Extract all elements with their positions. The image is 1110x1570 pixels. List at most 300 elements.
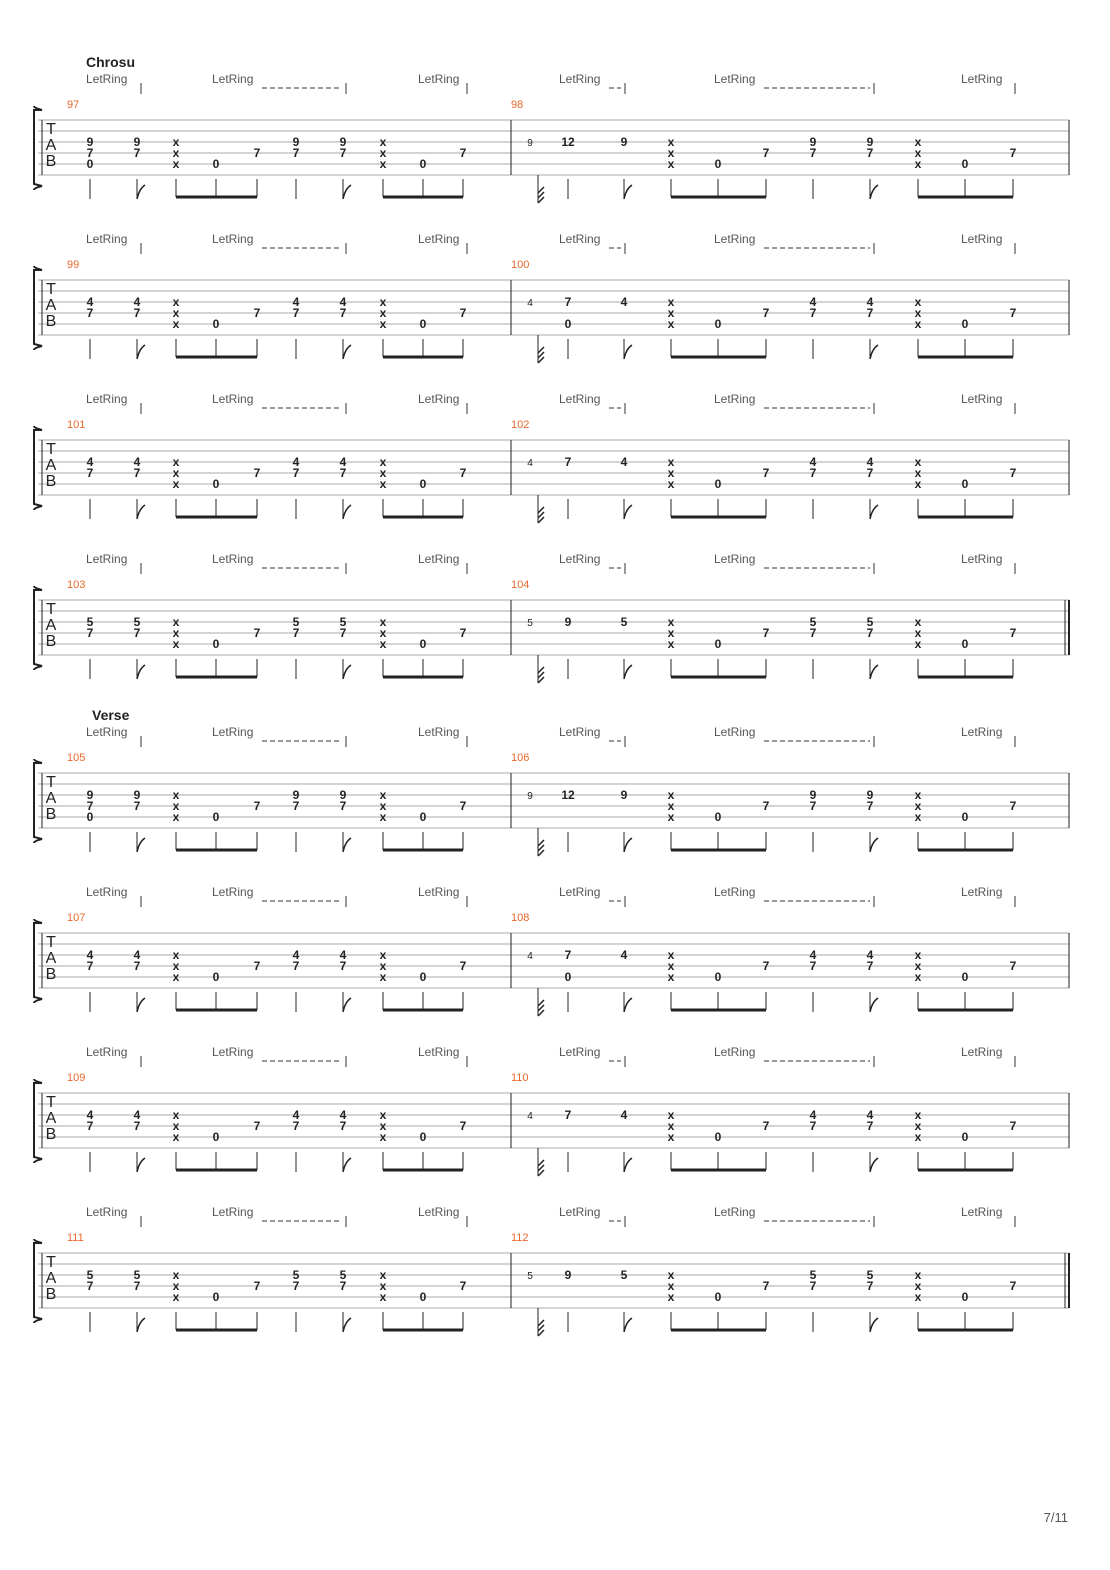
fret-number: 7 — [809, 799, 817, 813]
tab-clef-letter: T — [46, 1254, 56, 1271]
fret-number: 0 — [212, 810, 220, 824]
fret-number: 7 — [866, 466, 874, 480]
let-ring-indicator — [961, 1205, 1015, 1227]
muted-note: x — [667, 146, 675, 160]
let-ring-label: LetRing — [714, 1045, 756, 1059]
let-ring-label: LetRing — [961, 552, 1003, 566]
let-ring-label: LetRing — [559, 392, 601, 406]
let-ring-indicator — [212, 1205, 346, 1227]
let-ring-indicator — [714, 885, 874, 907]
let-ring-label: LetRing — [86, 1045, 128, 1059]
fret-number: 7 — [866, 799, 874, 813]
muted-note: x — [172, 970, 180, 984]
fret-number: 5 — [292, 1268, 300, 1282]
muted-note: x — [172, 466, 180, 480]
fret-number: 9 — [339, 788, 347, 802]
note-column — [763, 306, 770, 357]
fret-number: 7 — [459, 626, 467, 640]
fret-number: 4 — [620, 1108, 628, 1122]
note-column — [668, 615, 675, 677]
let-ring-label: LetRing — [418, 885, 460, 899]
fret-number: 0 — [419, 157, 427, 171]
eighth-flag — [343, 185, 351, 199]
fret-number: 7 — [292, 1119, 300, 1133]
fret-number: 7 — [133, 306, 141, 320]
note-column — [173, 1268, 180, 1330]
muted-note: x — [914, 615, 922, 629]
let-ring-indicator — [714, 1045, 874, 1067]
muted-note: x — [379, 810, 387, 824]
let-ring-indicator — [418, 725, 467, 747]
tab-system — [34, 54, 1069, 203]
muted-note: x — [667, 948, 675, 962]
tab-clef-letter: B — [45, 153, 57, 170]
let-ring-label: LetRing — [86, 1205, 128, 1219]
fret-number: 0 — [419, 1290, 427, 1304]
fret-number: 7 — [339, 146, 347, 160]
let-ring-indicator — [714, 232, 874, 254]
let-ring-label: LetRing — [86, 232, 128, 246]
eighth-flag — [624, 1158, 632, 1172]
note-column — [527, 455, 571, 519]
fret-number: 4 — [339, 948, 347, 962]
let-ring-indicator — [418, 552, 467, 574]
note-column — [340, 1108, 351, 1172]
note-column — [867, 1268, 878, 1332]
muted-note: x — [172, 306, 180, 320]
muted-note: x — [914, 1130, 922, 1144]
measure-number: 103 — [67, 579, 86, 591]
tab-clef-letter: A — [45, 617, 57, 634]
let-ring-indicator — [559, 392, 625, 414]
tab-clef-letter: T — [46, 774, 56, 791]
system-bracket — [34, 919, 42, 1003]
note-column — [915, 615, 922, 677]
note-column — [254, 959, 261, 1010]
note-column — [715, 1290, 722, 1330]
muted-note: x — [172, 637, 180, 651]
fret-number: 7 — [339, 799, 347, 813]
muted-note: x — [667, 295, 675, 309]
eighth-flag — [624, 998, 632, 1012]
let-ring-label: LetRing — [86, 392, 128, 406]
muted-note: x — [667, 455, 675, 469]
system-bracket — [34, 266, 42, 350]
note-column — [1010, 959, 1017, 1010]
note-column — [293, 1268, 300, 1332]
fret-number: 5 — [809, 1268, 817, 1282]
tab-clef-letter: A — [45, 1270, 57, 1287]
let-ring-indicator — [212, 725, 346, 747]
fret-number: 7 — [339, 1119, 347, 1133]
measure-number: 110 — [511, 1072, 529, 1084]
let-ring-label: LetRing — [418, 725, 460, 739]
note-column — [527, 615, 571, 679]
measure-number: 105 — [67, 752, 86, 764]
note-column — [173, 135, 180, 197]
eighth-flag — [870, 505, 878, 519]
fret-number: 7 — [1009, 626, 1017, 640]
let-ring-indicator — [961, 1045, 1015, 1067]
eighth-flag — [624, 185, 632, 199]
fret-number: 7 — [866, 1119, 874, 1133]
note-column — [962, 317, 969, 357]
fret-number: 4 — [292, 455, 300, 469]
fret-number: 4 — [620, 948, 628, 962]
tab-clef-letter: T — [46, 281, 56, 298]
note-column — [134, 295, 145, 359]
note-column — [460, 146, 467, 197]
tab-clef-letter: A — [45, 137, 57, 154]
fret-number: 0 — [212, 1290, 220, 1304]
fret-number: 4 — [866, 1108, 874, 1122]
note-column — [962, 1130, 969, 1170]
eighth-flag — [343, 1318, 351, 1332]
note-column — [380, 455, 387, 517]
measure-number: 104 — [511, 579, 530, 591]
tab-system — [34, 552, 1069, 683]
muted-note: x — [172, 477, 180, 491]
let-ring-label: LetRing — [961, 232, 1003, 246]
note-column — [962, 637, 969, 677]
let-ring-indicator — [212, 885, 346, 907]
note-column — [621, 1268, 632, 1332]
fret-number: 9 — [133, 135, 141, 149]
muted-note: x — [667, 799, 675, 813]
tab-system — [34, 707, 1069, 856]
note-column — [810, 295, 817, 359]
fret-number: 9 — [86, 788, 94, 802]
muted-note: x — [914, 810, 922, 824]
muted-note: x — [172, 295, 180, 309]
fret-number: 0 — [714, 637, 722, 651]
note-column — [460, 1119, 467, 1170]
muted-note: x — [172, 157, 180, 171]
note-column — [810, 135, 817, 199]
tab-system — [34, 232, 1069, 363]
note-column — [668, 1108, 675, 1170]
fret-number: 7 — [86, 799, 94, 813]
muted-note: x — [172, 1119, 180, 1133]
fret-number: 5 — [809, 615, 817, 629]
let-ring-label: LetRing — [86, 72, 128, 86]
fret-number: 4 — [292, 1108, 300, 1122]
tab-clef-letter: A — [45, 457, 57, 474]
eighth-flag — [870, 1318, 878, 1332]
eighth-flag — [343, 838, 351, 852]
fret-number: 5 — [866, 615, 874, 629]
fret-number: 7 — [762, 146, 770, 160]
note-column — [668, 788, 675, 850]
note-column — [213, 637, 220, 677]
muted-note: x — [379, 455, 387, 469]
eighth-flag — [870, 998, 878, 1012]
fret-number: 0 — [86, 157, 94, 171]
muted-note: x — [914, 959, 922, 973]
fret-number: 7 — [339, 466, 347, 480]
fret-number: 7 — [809, 306, 817, 320]
let-ring-label: LetRing — [212, 392, 254, 406]
let-ring-indicator — [559, 725, 625, 747]
note-column — [915, 455, 922, 517]
tab-clef-letter: B — [45, 806, 57, 823]
fret-number: 7 — [133, 1119, 141, 1133]
let-ring-indicator — [714, 392, 874, 414]
muted-note: x — [914, 157, 922, 171]
muted-note: x — [914, 1119, 922, 1133]
fret-number: 7 — [1009, 799, 1017, 813]
note-column — [962, 970, 969, 1010]
let-ring-label: LetRing — [86, 725, 128, 739]
fret-number: 0 — [86, 810, 94, 824]
note-column — [134, 788, 145, 852]
note-column — [763, 959, 770, 1010]
fret-number: 4 — [809, 948, 817, 962]
muted-note: x — [914, 477, 922, 491]
section-label: Verse — [92, 707, 130, 723]
let-ring-indicator — [86, 72, 141, 94]
measure-number: 99 — [67, 259, 80, 271]
let-ring-label: LetRing — [418, 1045, 460, 1059]
tab-clef-letter: A — [45, 950, 57, 967]
let-ring-indicator — [714, 1205, 874, 1227]
note-column — [254, 146, 261, 197]
note-column — [173, 948, 180, 1010]
measure-number: 112 — [511, 1232, 529, 1244]
measure-number: 111 — [67, 1232, 84, 1244]
muted-note: x — [914, 970, 922, 984]
fret-number: 7 — [253, 1279, 261, 1293]
eighth-flag — [870, 1158, 878, 1172]
measure-number: 106 — [511, 752, 530, 764]
let-ring-indicator — [961, 552, 1015, 574]
note-column — [254, 1119, 261, 1170]
muted-note: x — [172, 455, 180, 469]
note-column — [715, 637, 722, 677]
muted-note: x — [667, 1119, 675, 1133]
let-ring-label: LetRing — [961, 392, 1003, 406]
fret-number: 12 — [561, 788, 575, 802]
fret-number: 0 — [714, 317, 722, 331]
note-column — [380, 615, 387, 677]
muted-note: x — [172, 626, 180, 640]
note-column — [867, 295, 878, 359]
note-column — [173, 1108, 180, 1170]
note-column — [380, 295, 387, 357]
let-ring-indicator — [212, 72, 346, 94]
fret-number: 7 — [133, 799, 141, 813]
note-column — [915, 295, 922, 357]
let-ring-indicator — [559, 885, 625, 907]
fret-number: 7 — [86, 1279, 94, 1293]
muted-note: x — [379, 626, 387, 640]
fret-number: 7 — [339, 959, 347, 973]
note-column — [867, 135, 878, 199]
let-ring-label: LetRing — [961, 1045, 1003, 1059]
let-ring-label: LetRing — [559, 552, 601, 566]
note-column — [715, 1130, 722, 1170]
note-column — [213, 157, 220, 197]
tab-system — [34, 885, 1069, 1016]
fret-number: 0 — [714, 970, 722, 984]
eighth-flag — [137, 838, 145, 852]
fret-number: 0 — [961, 317, 969, 331]
note-column — [527, 295, 571, 359]
muted-note: x — [667, 626, 675, 640]
fret-number: 7 — [459, 799, 467, 813]
measure-number: 102 — [511, 419, 530, 431]
fret-number: 5 — [86, 615, 94, 629]
let-ring-indicator — [961, 725, 1015, 747]
fret-number: 0 — [961, 810, 969, 824]
note-column — [173, 455, 180, 517]
let-ring-indicator — [714, 725, 874, 747]
fret-number: 7 — [564, 455, 572, 469]
muted-note: x — [379, 1268, 387, 1282]
fret-number: 7 — [564, 295, 572, 309]
let-ring-indicator — [559, 552, 625, 574]
eighth-flag — [870, 185, 878, 199]
fret-number: 5 — [133, 615, 141, 629]
note-column — [915, 1108, 922, 1170]
let-ring-label: LetRing — [559, 725, 601, 739]
let-ring-label: LetRing — [714, 392, 756, 406]
measure-number: 107 — [67, 912, 86, 924]
fret-number: 9 — [292, 135, 300, 149]
note-column — [715, 317, 722, 357]
let-ring-indicator — [418, 1205, 467, 1227]
let-ring-label: LetRing — [212, 552, 254, 566]
fret-number: 9 — [292, 788, 300, 802]
fret-number: 7 — [1009, 466, 1017, 480]
muted-note: x — [667, 615, 675, 629]
let-ring-label: LetRing — [418, 392, 460, 406]
note-column — [867, 948, 878, 1012]
tab-clef-letter: T — [46, 601, 56, 618]
muted-note: x — [379, 948, 387, 962]
note-column — [621, 135, 632, 199]
muted-note: x — [172, 1108, 180, 1122]
note-column — [87, 615, 94, 679]
muted-note: x — [379, 1290, 387, 1304]
fret-number: 0 — [419, 970, 427, 984]
fret-number: 7 — [292, 799, 300, 813]
fret-number: 0 — [212, 970, 220, 984]
muted-note: x — [914, 799, 922, 813]
let-ring-indicator — [961, 232, 1015, 254]
note-column — [134, 1108, 145, 1172]
fret-number: 7 — [564, 1108, 572, 1122]
strum-arpeggio — [538, 1308, 544, 1336]
fret-number: 7 — [459, 146, 467, 160]
tab-clef-letter: B — [45, 1286, 57, 1303]
note-column — [715, 810, 722, 850]
note-column — [420, 157, 427, 197]
eighth-flag — [137, 1158, 145, 1172]
muted-note: x — [914, 455, 922, 469]
fret-number: 0 — [564, 970, 572, 984]
fret-number: 0 — [212, 157, 220, 171]
note-column — [420, 1290, 427, 1330]
fret-number-small: 9 — [527, 138, 533, 149]
fret-number: 0 — [419, 317, 427, 331]
muted-note: x — [914, 637, 922, 651]
fret-number: 0 — [961, 1290, 969, 1304]
fret-number: 7 — [762, 306, 770, 320]
let-ring-indicator — [714, 552, 874, 574]
muted-note: x — [914, 1279, 922, 1293]
eighth-flag — [137, 505, 145, 519]
note-column — [621, 615, 632, 679]
eighth-flag — [137, 1318, 145, 1332]
fret-number: 7 — [292, 146, 300, 160]
eighth-flag — [343, 1158, 351, 1172]
note-column — [460, 306, 467, 357]
let-ring-indicator — [418, 885, 467, 907]
eighth-flag — [137, 345, 145, 359]
fret-number: 9 — [564, 615, 572, 629]
fret-number: 7 — [133, 959, 141, 973]
note-column — [621, 455, 632, 519]
tab-system — [34, 1205, 1069, 1336]
muted-note: x — [172, 799, 180, 813]
fret-number-small: 9 — [527, 791, 533, 802]
note-column — [254, 1279, 261, 1330]
fret-number: 7 — [459, 1279, 467, 1293]
let-ring-label: LetRing — [559, 1045, 601, 1059]
muted-note: x — [172, 788, 180, 802]
muted-note: x — [379, 1279, 387, 1293]
muted-note: x — [914, 146, 922, 160]
note-column — [293, 615, 300, 679]
muted-note: x — [379, 637, 387, 651]
note-column — [420, 317, 427, 357]
note-column — [962, 810, 969, 850]
muted-note: x — [379, 306, 387, 320]
tab-clef-letter: B — [45, 473, 57, 490]
note-column — [293, 295, 300, 359]
note-column — [668, 135, 675, 197]
fret-number: 12 — [561, 135, 575, 149]
note-column — [340, 1268, 351, 1332]
muted-note: x — [914, 1108, 922, 1122]
let-ring-label: LetRing — [961, 1205, 1003, 1219]
fret-number: 4 — [133, 455, 141, 469]
note-column — [527, 135, 575, 199]
fret-number: 7 — [292, 1279, 300, 1293]
let-ring-label: LetRing — [559, 1205, 601, 1219]
let-ring-indicator — [86, 392, 141, 414]
fret-number: 7 — [86, 306, 94, 320]
fret-number: 4 — [133, 295, 141, 309]
note-column — [213, 970, 220, 1010]
fret-number: 4 — [866, 295, 874, 309]
fret-number: 7 — [86, 626, 94, 640]
note-column — [460, 959, 467, 1010]
tab-clef-letter: B — [45, 1126, 57, 1143]
fret-number: 5 — [620, 615, 628, 629]
note-column — [715, 477, 722, 517]
let-ring-indicator — [86, 232, 141, 254]
eighth-flag — [870, 345, 878, 359]
note-column — [254, 306, 261, 357]
fret-number: 7 — [459, 466, 467, 480]
tab-system — [34, 392, 1069, 523]
eighth-flag — [343, 505, 351, 519]
note-column — [380, 788, 387, 850]
note-column — [763, 1279, 770, 1330]
page-number: 7/11 — [1043, 1510, 1068, 1525]
